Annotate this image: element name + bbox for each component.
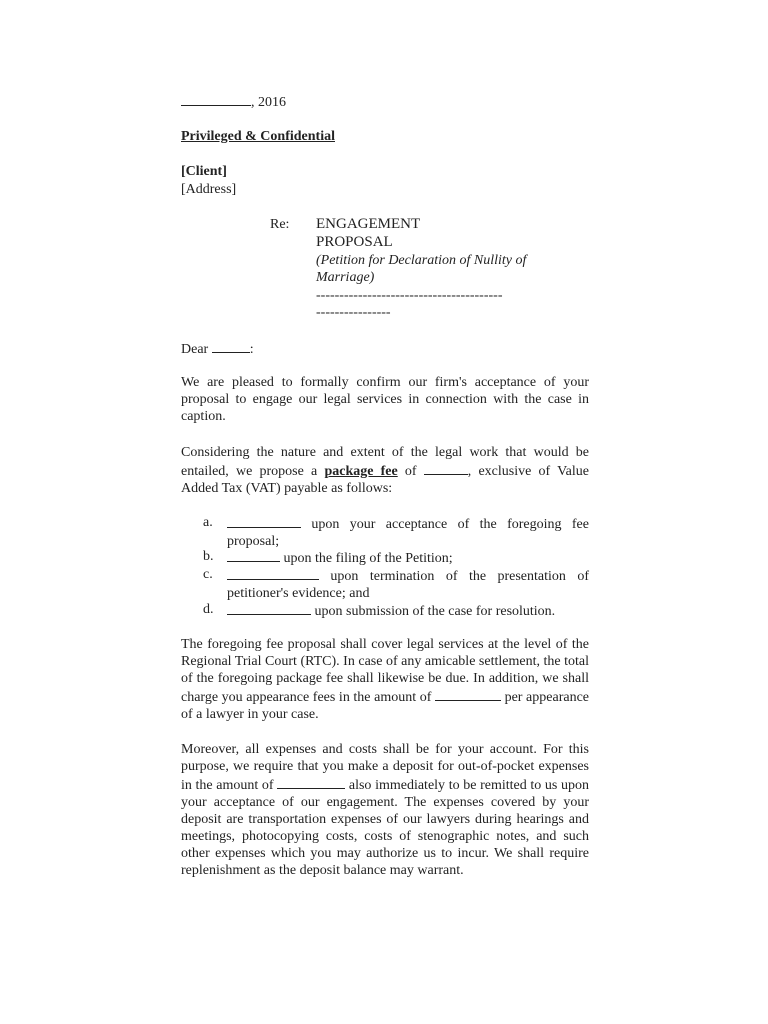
appearance-fee-blank	[435, 687, 501, 701]
paragraph-fee-coverage	[181, 636, 589, 723]
re-label: Re:	[270, 217, 290, 232]
para2-text-a: Considering the nature and extent of the legal work that would be entailed, we propose a	[181, 445, 589, 479]
item-b-blank	[227, 548, 280, 562]
para2-text-c: , exclusive of Value Added Tax (VAT) payable as follows:	[181, 464, 589, 496]
re-title-line2: PROPOSAL	[316, 234, 393, 250]
item-a-blank	[227, 514, 301, 528]
para2-text-b: of	[397, 464, 424, 479]
item-d-blank	[227, 601, 311, 615]
list-item-b-letter: b.	[203, 549, 214, 564]
salutation-colon: :	[249, 342, 254, 357]
paragraph-expenses	[181, 741, 589, 879]
paragraph-package-fee	[181, 444, 589, 497]
package-fee-term: package fee	[324, 464, 398, 479]
item-b-text: upon the filing of the Petition;	[280, 551, 453, 566]
para3-text-b: per appearance of a lawyer in your case.	[181, 690, 590, 722]
list-item-a-letter: a.	[203, 515, 213, 530]
re-title-line1: ENGAGEMENT	[316, 216, 421, 232]
item-c-blank	[227, 566, 319, 580]
para4-text-b: also immediately to be remitted to us upon your acceptance of our engagement. The expenses covered by your deposit are transportation expenses of our lawyers during hearings and meetings, photocopying costs, costs of stenographic notes, and such other expenses which you may authorize us to incur. We shall require replenishment as the deposit balance may warrant.	[181, 778, 590, 878]
re-subtitle-line1: (Petition for Declaration of Nullity of	[316, 253, 527, 268]
para4-text-a: Moreover, all expenses and costs shall be for your account. For this purpose, we require that you make a deposit for out-of-pocket expenses in the amount of	[181, 742, 589, 793]
list-item-a	[227, 514, 589, 550]
package-fee-blank	[424, 461, 468, 475]
item-c-text: upon termination of the presentation of petitioner's evidence; and	[227, 569, 589, 601]
client-placeholder: [Client]	[181, 164, 227, 179]
date-year: , 2016	[251, 95, 286, 110]
re-dashes-line1: ----------------------------------------	[316, 288, 503, 303]
list-item-c-letter: c.	[203, 567, 213, 582]
salutation-dear: Dear	[181, 342, 209, 357]
list-item-d-letter: d.	[203, 602, 214, 617]
salutation-blank	[212, 339, 250, 353]
date-line	[181, 92, 286, 111]
para3-text-a: The foregoing fee proposal shall cover legal services at the level of the Regional Trial Court (RTC). In case of any amicable settlement, the total of the foregoing package fee shall likewise be due. In addition, we shall charge you appearance fees in the amount of	[181, 637, 589, 705]
deposit-amount-blank	[277, 775, 345, 789]
privileged-heading: Privileged & Confidential	[181, 129, 335, 144]
address-placeholder: [Address]	[181, 182, 237, 197]
date-blank	[181, 92, 251, 106]
list-item-b	[227, 548, 589, 567]
list-item-d	[227, 601, 589, 620]
item-d-text: upon submission of the case for resolution.	[311, 604, 556, 619]
re-dashes-line2: ----------------	[316, 305, 391, 320]
re-subtitle-line2: Marriage)	[316, 270, 375, 285]
salutation	[181, 339, 254, 358]
item-a-text: upon your acceptance of the foregoing fee proposal;	[227, 517, 589, 549]
paragraph-acceptance: We are pleased to formally confirm our firm's acceptance of your proposal to engage our legal services in connection with the case in caption.	[181, 375, 589, 424]
list-item-c	[227, 566, 589, 602]
